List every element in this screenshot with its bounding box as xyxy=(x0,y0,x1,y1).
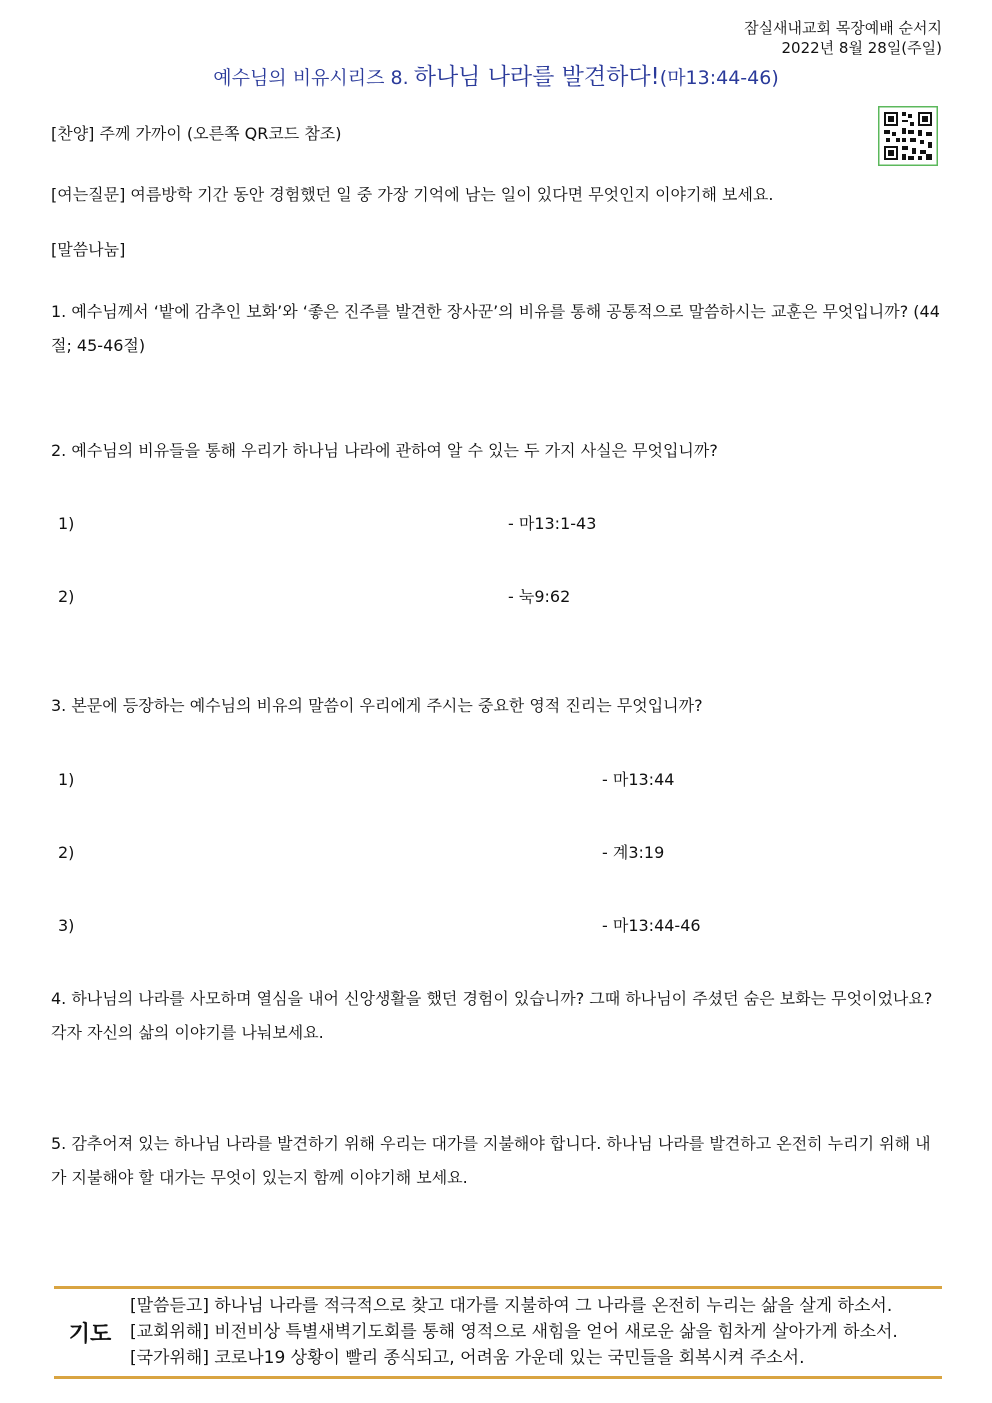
q3-item-1-number: 1) xyxy=(58,770,75,789)
word-sharing-heading: [말씀나눔] xyxy=(51,240,126,259)
q2-item-1-number: 1) xyxy=(58,514,75,533)
q2-item-2-ref: - 눅9:62 xyxy=(508,587,571,606)
qr-code-icon[interactable] xyxy=(878,106,938,166)
question-2: 2. 예수님의 비유들을 통해 우리가 하나님 나라에 관하여 알 수 있는 두 가지 사실은 무엇입니까? xyxy=(51,441,718,460)
question-5: 5. 감추어져 있는 하나님 나라를 발견하기 위해 우리는 대가를 지불해야 합니다. 하나님 나라를 발견하고 온전히 누리기 위해 내가 지불해야 할 대가는 무엇이 있는지 함께 이야기해 보세요. xyxy=(51,1134,931,1187)
prayer-line-church: [교회위해] 비전비상 특별새벽기도회를 통해 영적으로 새힘을 얻어 새로운 삶을 힘차게 살아가게 하소서. xyxy=(130,1322,898,1342)
q3-item-3-number: 3) xyxy=(58,916,75,935)
hymn-line: [찬양] 주께 가까이 (오른쪽 QR코드 참조) xyxy=(51,124,342,143)
q2-item-1-ref: - 마13:1-43 xyxy=(508,514,597,533)
q3-item-2-number: 2) xyxy=(58,843,75,862)
service-date: 2022년 8월 28일(주일) xyxy=(781,39,942,57)
q3-item-3-ref: - 마13:44-46 xyxy=(602,916,701,935)
title-ref: (마13:44-46) xyxy=(659,67,779,89)
question-4: 4. 하나님의 나라를 사모하며 열심을 내어 신앙생활을 했던 경험이 있습니까? 그때 하나님이 주셨던 숨은 보화는 무엇이었나요? 각자 자신의 삶의 이야기를 나눠보세요. xyxy=(51,989,933,1042)
q2-item-2-number: 2) xyxy=(58,587,75,606)
prayer-line-nation: [국가위해] 코로나19 상황이 빨리 종식되고, 어려움 가운데 있는 국민들을 회복시켜 주소서. xyxy=(130,1348,805,1368)
question-3: 3. 본문에 등장하는 예수님의 비유의 말씀이 우리에게 주시는 중요한 영적 진리는 무엇입니까? xyxy=(51,696,703,715)
title-series: 예수님의 비유시리즈 8. xyxy=(213,67,409,89)
question-1: 1. 예수님께서 ‘밭에 감추인 보화’와 ‘좋은 진주를 발견한 장사꾼’의 비유를 통해 공통적으로 말씀하시는 교훈은 무엇입니까? (44절; 45-46절) xyxy=(51,302,940,355)
opening-question: [여는질문] 여름방학 기간 동안 경험했던 일 중 가장 기억에 남는 일이 있다면 무엇인지 이야기해 보세요. xyxy=(51,185,774,204)
q3-item-1-ref: - 마13:44 xyxy=(602,770,675,789)
prayer-line-word: [말씀듣고] 하나님 나라를 적극적으로 찾고 대가를 지불하여 그 나라를 온전히 누리는 삶을 살게 하소서. xyxy=(130,1296,893,1316)
prayer-box xyxy=(54,1286,942,1379)
q3-item-2-ref: - 계3:19 xyxy=(602,843,665,862)
title-main: 하나님 나라를 발견하다! xyxy=(413,64,660,90)
church-name: 잠실새내교회 목장예배 순서지 xyxy=(744,19,942,37)
prayer-label: 기도 xyxy=(68,1322,112,1347)
page-title xyxy=(0,58,992,91)
prayer-lines xyxy=(130,1293,940,1371)
